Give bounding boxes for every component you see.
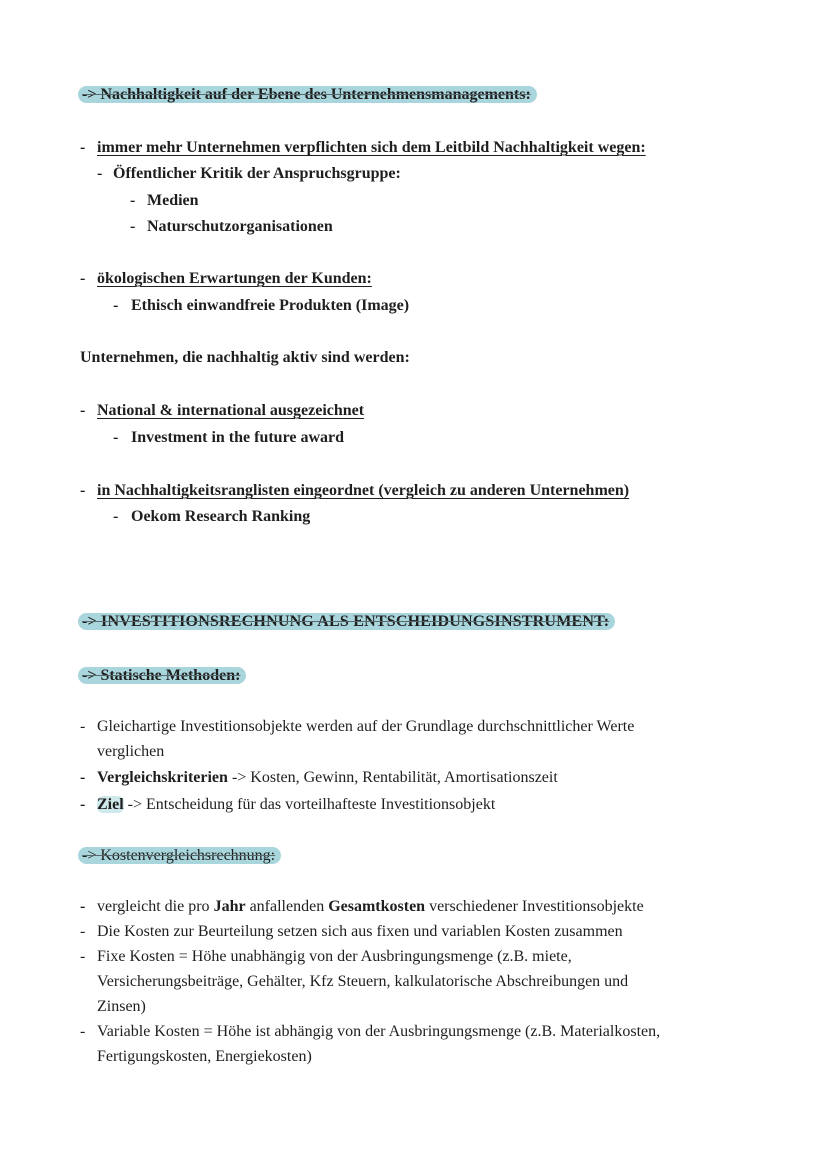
bullet-dash: - [80,923,86,940]
bullet-dash: - [80,948,86,965]
bullet-dash: - [80,796,86,813]
bullet-dash: - [113,297,119,314]
bullet-dash: - [80,769,86,786]
bullet-dash: - [80,1023,86,1040]
intro-unternehmen: Unternehmen, die nachhaltig aktiv sind werden: [80,349,410,366]
text-fixe-kosten-2: Versicherungsbeiträge, Gehälter, Kfz Steuern, kalkulatorische Abschreibungen und [97,973,629,990]
text-vergleicht: vergleicht die pro Jahr anfallenden Gesamtkosten verschiedener Investitionsobjekte [97,898,644,915]
text-vergleichskriterien: Vergleichskriterien -> Kosten, Gewinn, Rentabilität, Amortisationszeit [97,769,558,786]
bullet-dash: - [80,718,86,735]
text-fixe-kosten-3: Zinsen) [97,998,146,1015]
sub-award: Investment in the future award [131,429,345,446]
heading-investitionsrechnung: -> INVESTITIONSRECHNUNG ALS ENTSCHEIDUNGSINSTRUMENT: [78,611,615,633]
sub-kritik: Öffentlicher Kritik der Anspruchsgruppe: [113,165,401,182]
bullet-ausgezeichnet: National & international ausgezeichnet [97,402,365,419]
bullet-dash: - [80,898,86,915]
text-ziel: Ziel -> Entscheidung für das vorteilhafteste Investitionsobjekt [97,796,496,813]
text-variable-kosten-1: Variable Kosten = Höhe ist abhängig von der Ausbringungsmenge (z.B. Materialkosten, [97,1023,661,1040]
sub-naturschutz: Naturschutzorganisationen [147,218,333,235]
bullet-dash: - [113,429,119,446]
bullet-dash: - [80,139,86,156]
bullet-leitbild: immer mehr Unternehmen verpflichten sich dem Leitbild Nachhaltigkeit wegen: [97,139,646,156]
bullet-dash: - [130,218,136,235]
text-gleichartige-2: verglichen [97,743,165,760]
text-gleichartige-1: Gleichartige Investitionsobjekte werden auf der Grundlage durchschnittlicher Werte [97,718,635,735]
bullet-dash: - [80,482,86,499]
text-fixe-kosten-1: Fixe Kosten = Höhe unabhängig von der Ausbringungsmenge (z.B. miete, [97,948,572,965]
sub-produkte: Ethisch einwandfreie Produkten (Image) [131,297,410,314]
bullet-dash: - [97,165,103,182]
sub-medien: Medien [147,192,199,209]
heading-nachhaltigkeit: -> Nachhaltigkeit auf der Ebene des Unternehmensmanagements: [78,84,537,106]
bullet-dash: - [113,508,119,525]
heading-statische-methoden: -> Statische Methoden: [78,665,246,687]
text-variable-kosten-2: Fertigungskosten, Energiekosten) [97,1048,312,1065]
bullet-dash: - [80,270,86,287]
bullet-dash: - [130,192,136,209]
sub-oekom: Oekom Research Ranking [131,508,311,525]
heading-kostenvergleichsrechnung: -> Kostenvergleichsrechnung: [78,845,281,867]
bullet-erwartungen: ökologischen Erwartungen der Kunden: [97,270,372,287]
bullet-dash: - [80,402,86,419]
bullet-ranglisten: in Nachhaltigkeitsranglisten eingeordnet (vergleich zu anderen Unternehmen) [97,482,630,499]
text-beurteilung: Die Kosten zur Beurteilung setzen sich aus fixen und variablen Kosten zusammen [97,923,623,940]
